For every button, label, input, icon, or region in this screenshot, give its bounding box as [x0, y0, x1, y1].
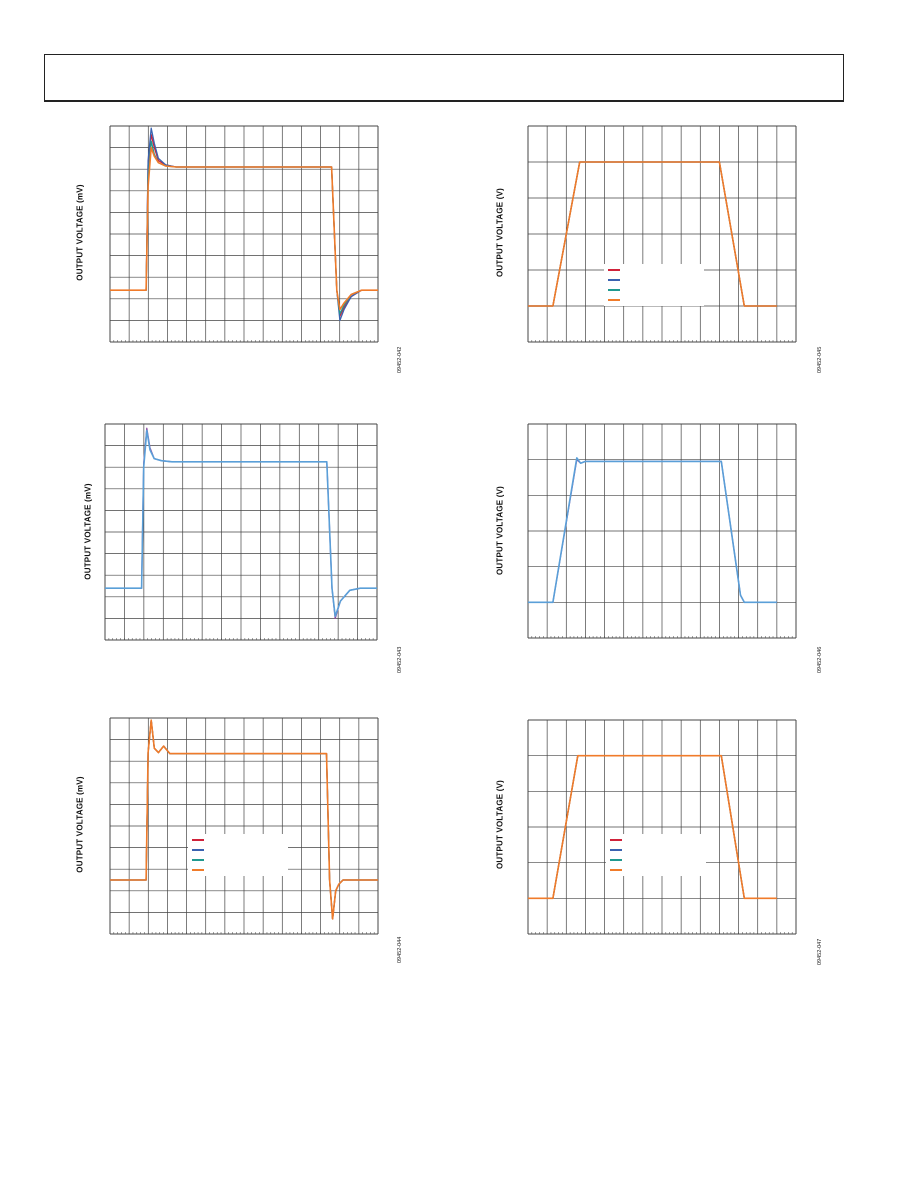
- figure-id: 09452-046: [817, 646, 823, 673]
- figure-id: 09452-044: [397, 936, 403, 963]
- figure-id: 09452-045: [817, 346, 823, 373]
- y-axis-label: OUTPUT VOLTAGE (V): [495, 779, 505, 870]
- figure-id: 09452-042: [397, 346, 403, 373]
- grid: [528, 720, 796, 934]
- figure-id: 09452-047: [817, 938, 823, 965]
- y-axis-label: OUTPUT VOLTAGE (mV): [83, 483, 93, 580]
- legend: [606, 834, 706, 876]
- y-axis-label: OUTPUT VOLTAGE (mV): [75, 184, 85, 281]
- figure-id: 09452-043: [397, 646, 403, 673]
- y-axis-label: OUTPUT VOLTAGE (V): [495, 187, 505, 278]
- y-axis-label: OUTPUT VOLTAGE (V): [495, 485, 505, 576]
- y-axis-label: OUTPUT VOLTAGE (mV): [75, 776, 85, 873]
